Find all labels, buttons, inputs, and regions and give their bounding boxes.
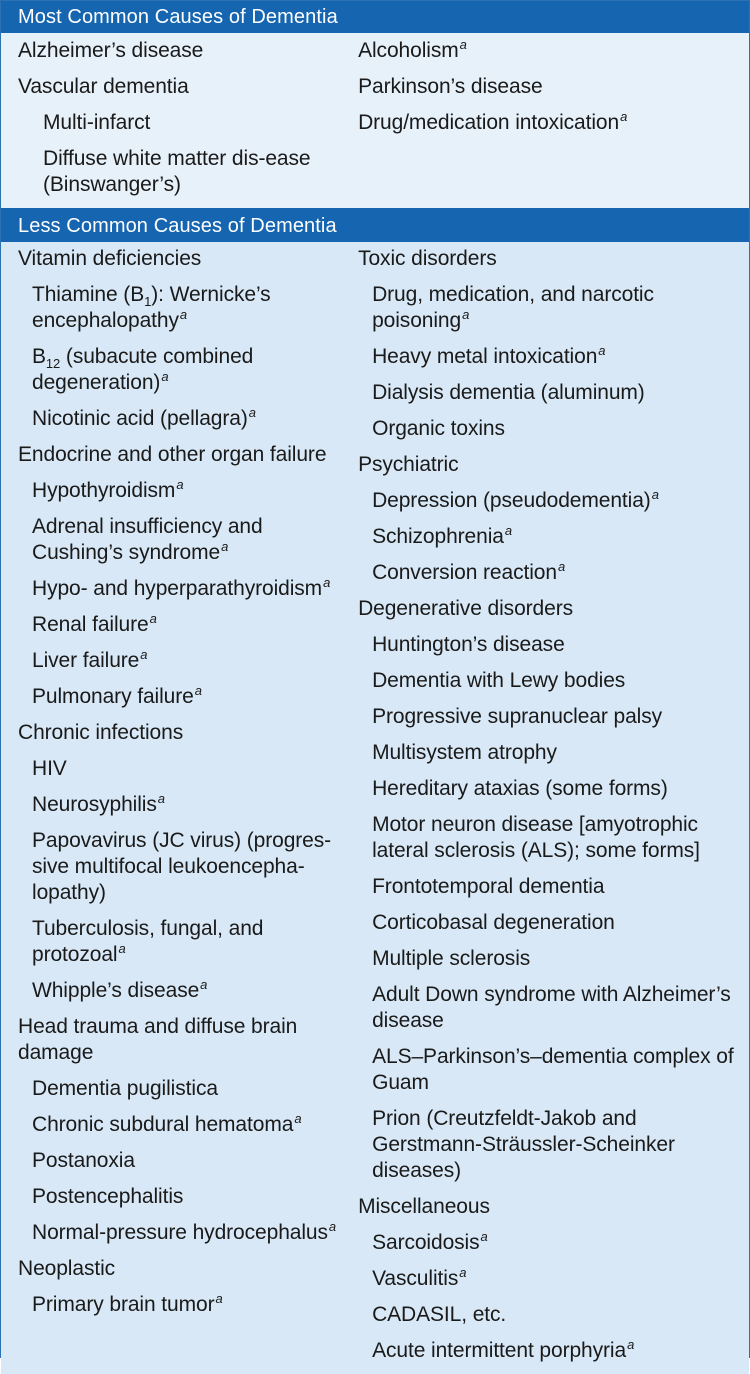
list-item <box>18 792 341 818</box>
list-item <box>358 668 741 694</box>
list-item <box>18 282 341 334</box>
footnote-marker: a <box>459 1265 467 1280</box>
footnote-marker: a <box>200 977 208 992</box>
list-item <box>358 344 741 370</box>
list-item <box>358 704 741 730</box>
section-body-less-common <box>1 242 749 1374</box>
item-text: Dementia with Lewy bodies <box>372 669 626 692</box>
item-text: Renal failure <box>32 613 149 636</box>
list-item <box>18 828 341 906</box>
category-heading <box>18 442 341 468</box>
item-text: ALS–Parkinson’s–dementia complex of Guam <box>372 1045 734 1094</box>
category-heading <box>358 452 741 478</box>
item-text: Frontotemporal dementia <box>372 875 605 898</box>
item-text: CADASIL, etc. <box>372 1303 507 1326</box>
category-heading <box>358 74 741 100</box>
footnote-marker: a <box>179 307 188 322</box>
list-item <box>18 1220 341 1246</box>
list-item <box>358 524 741 550</box>
item-text: Vascular dementia <box>18 75 189 98</box>
item-text: Normal-pressure hydrocephalus <box>32 1221 328 1244</box>
footnote-marker: a <box>459 37 467 52</box>
item-text: Nicotinic acid (pellagra) <box>32 407 248 430</box>
footnote-marker: a <box>248 405 256 420</box>
section-header-less-common: Less Common Causes of Dementia <box>1 208 749 242</box>
list-item <box>18 1148 341 1174</box>
column-left <box>1 33 341 208</box>
item-text: Adrenal insufficiency and Cushing’s syndrome <box>32 515 263 564</box>
item-text: Hypothyroidism <box>32 479 176 502</box>
item-text: Vitamin deficiencies <box>18 247 202 270</box>
item-text: Head trauma and diffuse brain damage <box>18 1015 298 1064</box>
list-item <box>18 756 341 782</box>
list-item <box>358 560 741 586</box>
footnote-marker: a <box>161 369 169 384</box>
item-text: Drug/medication intoxication <box>358 111 620 134</box>
footnote-marker: a <box>651 487 659 502</box>
list-item <box>358 1266 741 1292</box>
item-text: Multi-infarct <box>43 111 151 134</box>
list-item <box>18 1292 341 1318</box>
item-text: Miscellaneous <box>358 1195 490 1218</box>
footnote-marker: a <box>194 683 202 698</box>
list-item <box>358 1230 741 1256</box>
list-item <box>358 812 741 864</box>
category-heading <box>18 246 341 272</box>
column-right <box>341 33 749 208</box>
footnote-marker: a <box>176 477 184 492</box>
item-text: Neurosyphilis <box>32 793 157 816</box>
list-item <box>18 110 341 136</box>
list-item <box>18 1076 341 1102</box>
item-text: Motor neuron disease [amyotrophic lateral sclerosis (ALS); some forms] <box>372 813 700 862</box>
item-text: Prion (Creutzfeldt-Jakob and Gerstmann-Sträussler-Scheinker diseases) <box>372 1107 675 1182</box>
list-item <box>18 344 341 396</box>
item-text: Conversion reaction <box>372 561 557 584</box>
list-item <box>18 1112 341 1138</box>
item-text: Degenerative disorders <box>358 597 573 620</box>
footnote-marker: a <box>328 1219 337 1234</box>
category-heading <box>358 1194 741 1220</box>
footnote-marker: a <box>627 1337 635 1352</box>
list-item <box>358 416 741 442</box>
list-item <box>358 488 741 514</box>
list-item <box>358 1338 741 1364</box>
list-item <box>18 916 341 968</box>
item-text: Sarcoidosis <box>372 1231 480 1254</box>
category-heading <box>18 1014 341 1066</box>
item-text: Huntington’s disease <box>372 633 565 656</box>
category-heading <box>358 246 741 272</box>
footnote-marker: a <box>557 559 566 574</box>
list-item <box>18 406 341 432</box>
footnote-marker: a <box>504 523 513 538</box>
item-text: HIV <box>32 757 67 780</box>
item-text: Adult Down syndrome with Alzheimer’s disease <box>372 983 731 1032</box>
item-text: Multiple sclerosis <box>372 947 531 970</box>
item-text: Pulmonary failure <box>32 685 194 708</box>
list-item <box>358 910 741 936</box>
list-item <box>358 946 741 972</box>
list-item <box>358 282 741 334</box>
item-text: Whipple’s disease <box>32 979 200 1002</box>
list-item <box>18 648 341 674</box>
item-text: Parkinson’s disease <box>358 75 543 98</box>
item-text: Postencephalitis <box>32 1185 184 1208</box>
item-text: Toxic disorders <box>358 247 497 270</box>
item-text: Diffuse white matter dis-ease (Binswanger’s) <box>43 147 311 196</box>
list-item <box>18 684 341 710</box>
item-text: Postanoxia <box>32 1149 135 1172</box>
item-text: Alzheimer’s disease <box>18 39 204 62</box>
footnote-marker: a <box>323 575 331 590</box>
list-item <box>358 1044 741 1096</box>
item-text: Thiamine $(B_1)$: Wernicke’s encephalopathy <box>32 283 271 332</box>
category-heading <box>358 596 741 622</box>
category-heading <box>358 110 741 136</box>
section-body-most-common <box>1 33 749 208</box>
item-text: $B_{12}$ (subacute combined degeneration) <box>32 345 254 394</box>
footnote-marker: a <box>462 307 470 322</box>
category-heading <box>18 74 341 100</box>
item-text: Psychiatric <box>358 453 459 476</box>
list-item <box>358 874 741 900</box>
item-text: Neoplastic <box>18 1257 116 1280</box>
item-text: Chronic subdural hematoma <box>32 1113 294 1136</box>
column-right <box>341 242 749 1374</box>
item-text: Liver failure <box>32 649 140 672</box>
item-text: Progressive supranuclear palsy <box>372 705 663 728</box>
footnote-marker: a <box>149 611 157 626</box>
item-text: Acute intermittent porphyria <box>372 1339 627 1362</box>
item-text: Vasculitis <box>372 1267 459 1290</box>
category-heading <box>18 1256 341 1282</box>
footnote-marker: a <box>221 539 229 554</box>
footnote-marker: a <box>598 343 606 358</box>
item-text: Depression (pseudodementia) <box>372 489 651 512</box>
item-text: Corticobasal degeneration <box>372 911 615 934</box>
footnote-marker: a <box>620 109 628 124</box>
list-item <box>358 1302 741 1328</box>
list-item <box>18 1184 341 1210</box>
list-item <box>18 514 341 566</box>
category-heading <box>18 720 341 746</box>
list-item <box>18 478 341 504</box>
item-text: Dialysis dementia (aluminum) <box>372 381 645 404</box>
list-item <box>358 776 741 802</box>
item-text: Alcoholism <box>358 39 459 62</box>
footnote-marker: a <box>118 941 126 956</box>
list-item <box>18 146 341 198</box>
list-item <box>358 1106 741 1184</box>
footnote-marker: a <box>157 791 165 806</box>
section-header-most-common: Most Common Causes of Dementia <box>1 1 749 33</box>
category-heading <box>18 38 341 64</box>
item-text: Primary brain tumor <box>32 1293 215 1316</box>
item-text: Schizophrenia <box>372 525 504 548</box>
list-item <box>358 380 741 406</box>
item-text: Dementia pugilistica <box>32 1077 218 1100</box>
list-item <box>358 632 741 658</box>
item-text: Multisystem atrophy <box>372 741 557 764</box>
footnote-marker: a <box>480 1229 488 1244</box>
list-item <box>18 576 341 602</box>
item-text: Endocrine and other organ failure <box>18 443 327 466</box>
item-text: Papovavirus (JC virus) (progres-sive multifocal leukoencepha-lopathy) <box>32 829 332 904</box>
list-item <box>18 978 341 1004</box>
list-item <box>358 740 741 766</box>
item-text: Chronic infections <box>18 721 184 744</box>
item-text: Hereditary ataxias (some forms) <box>372 777 668 800</box>
list-item <box>358 982 741 1034</box>
item-text: Drug, medication, and narcotic poisoning <box>372 283 654 332</box>
footnote-marker: a <box>140 647 148 662</box>
list-item <box>18 612 341 638</box>
footnote-marker: a <box>215 1291 223 1306</box>
footnote-marker: a <box>294 1111 302 1126</box>
item-text: Organic toxins <box>372 417 505 440</box>
column-left <box>1 242 341 1374</box>
category-heading <box>358 38 741 64</box>
item-text: Heavy metal intoxication <box>372 345 598 368</box>
item-text: Tuberculosis, fungal, and protozoal <box>32 917 264 966</box>
item-text: Hypo- and hyperparathyroidism <box>32 577 323 600</box>
